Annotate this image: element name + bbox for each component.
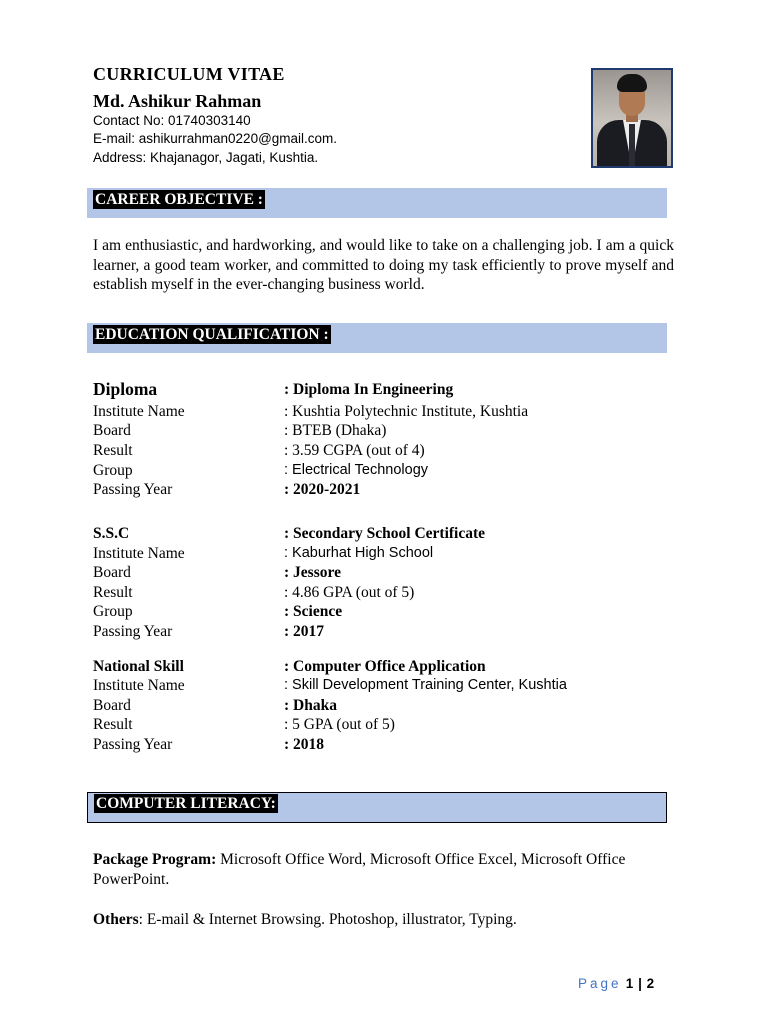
row-label: Group (93, 603, 133, 620)
others-line (93, 910, 678, 930)
others-label: Others (93, 911, 139, 928)
others-value: : E-mail & Internet Browsing. Photoshop, illustrator, Typing. (138, 911, 517, 928)
package-program-line (93, 850, 678, 890)
skill-heading-value: : Computer Office Application (284, 658, 486, 675)
row-value: : Kushtia Polytechnic Institute, Kushtia (284, 403, 529, 420)
ssc-heading-value: : Secondary School Certificate (284, 525, 486, 542)
row-label: Group (93, 462, 133, 479)
row-value: : 5 GPA (out of 5) (284, 716, 395, 733)
row-value: : Dhaka (284, 697, 337, 714)
education-heading-bar (87, 323, 667, 353)
career-objective-heading-bar (87, 188, 667, 218)
ssc-heading: S.S.C (93, 525, 130, 542)
computer-literacy-heading: COMPUTER LITERACY: (96, 795, 276, 812)
page-total: 2 (646, 976, 655, 991)
page-footer (578, 976, 655, 991)
row-label: Institute Name (93, 403, 185, 420)
package-program-label: Package Program: (93, 851, 217, 868)
page-word: Page (578, 976, 622, 991)
row-value: : 2020-2021 (284, 481, 361, 498)
row-label: Board (93, 697, 131, 714)
row-label: Passing Year (93, 481, 173, 498)
computer-literacy-heading-bar (87, 792, 667, 823)
page-separator: | (633, 976, 647, 991)
row-label: Board (93, 422, 131, 439)
row-label: Result (93, 584, 133, 601)
row-value: : 2018 (284, 736, 325, 753)
candidate-name: Md. Ashikur Rahman (93, 91, 262, 111)
career-objective-heading: CAREER OBJECTIVE : (95, 191, 263, 208)
career-objective-text: I am enthusiastic, and hardworking, and would like to take on a challenging job. I am a quick learner, a good team worker, and committed to doing my task efficiently to prove myself and establish myself in the ever-changing business world. (93, 237, 674, 293)
row-value: : Kaburhat High School (284, 545, 434, 561)
row-value: : Skill Development Training Center, Kushtia (284, 677, 567, 693)
row-value: : 3.59 CGPA (out of 4) (284, 442, 425, 459)
row-value: : Science (284, 603, 343, 620)
row-label: Institute Name (93, 677, 185, 694)
row-label: Result (93, 442, 133, 459)
diploma-heading: Diploma (93, 379, 158, 399)
row-value: : Jessore (284, 564, 341, 581)
row-value: : Electrical Technology (284, 462, 429, 478)
diploma-heading-value: : Diploma In Engineering (284, 381, 454, 398)
document-title: CURRICULUM VITAE (93, 64, 285, 84)
education-heading: EDUCATION QUALIFICATION : (95, 326, 329, 343)
profile-photo (591, 68, 673, 168)
email-address: E-mail: ashikurrahman0220@gmail.com. (93, 131, 338, 146)
row-value: : BTEB (Dhaka) (284, 422, 387, 439)
contact-number: Contact No: 01740303140 (93, 113, 251, 128)
row-label: Board (93, 564, 131, 581)
row-label: Passing Year (93, 736, 173, 753)
package-program-value: Microsoft Office Word, Microsoft Office Excel, Microsoft Office PowerPoint. (93, 851, 626, 888)
postal-address: Address: Khajanagor, Jagati, Kushtia. (93, 150, 319, 165)
row-label: Result (93, 716, 133, 733)
row-value: : 2017 (284, 623, 325, 640)
skill-heading: National Skill (93, 658, 184, 675)
row-label: Institute Name (93, 545, 185, 562)
page-number: 1 (625, 976, 634, 991)
row-label: Passing Year (93, 623, 173, 640)
row-value: : 4.86 GPA (out of 5) (284, 584, 415, 601)
